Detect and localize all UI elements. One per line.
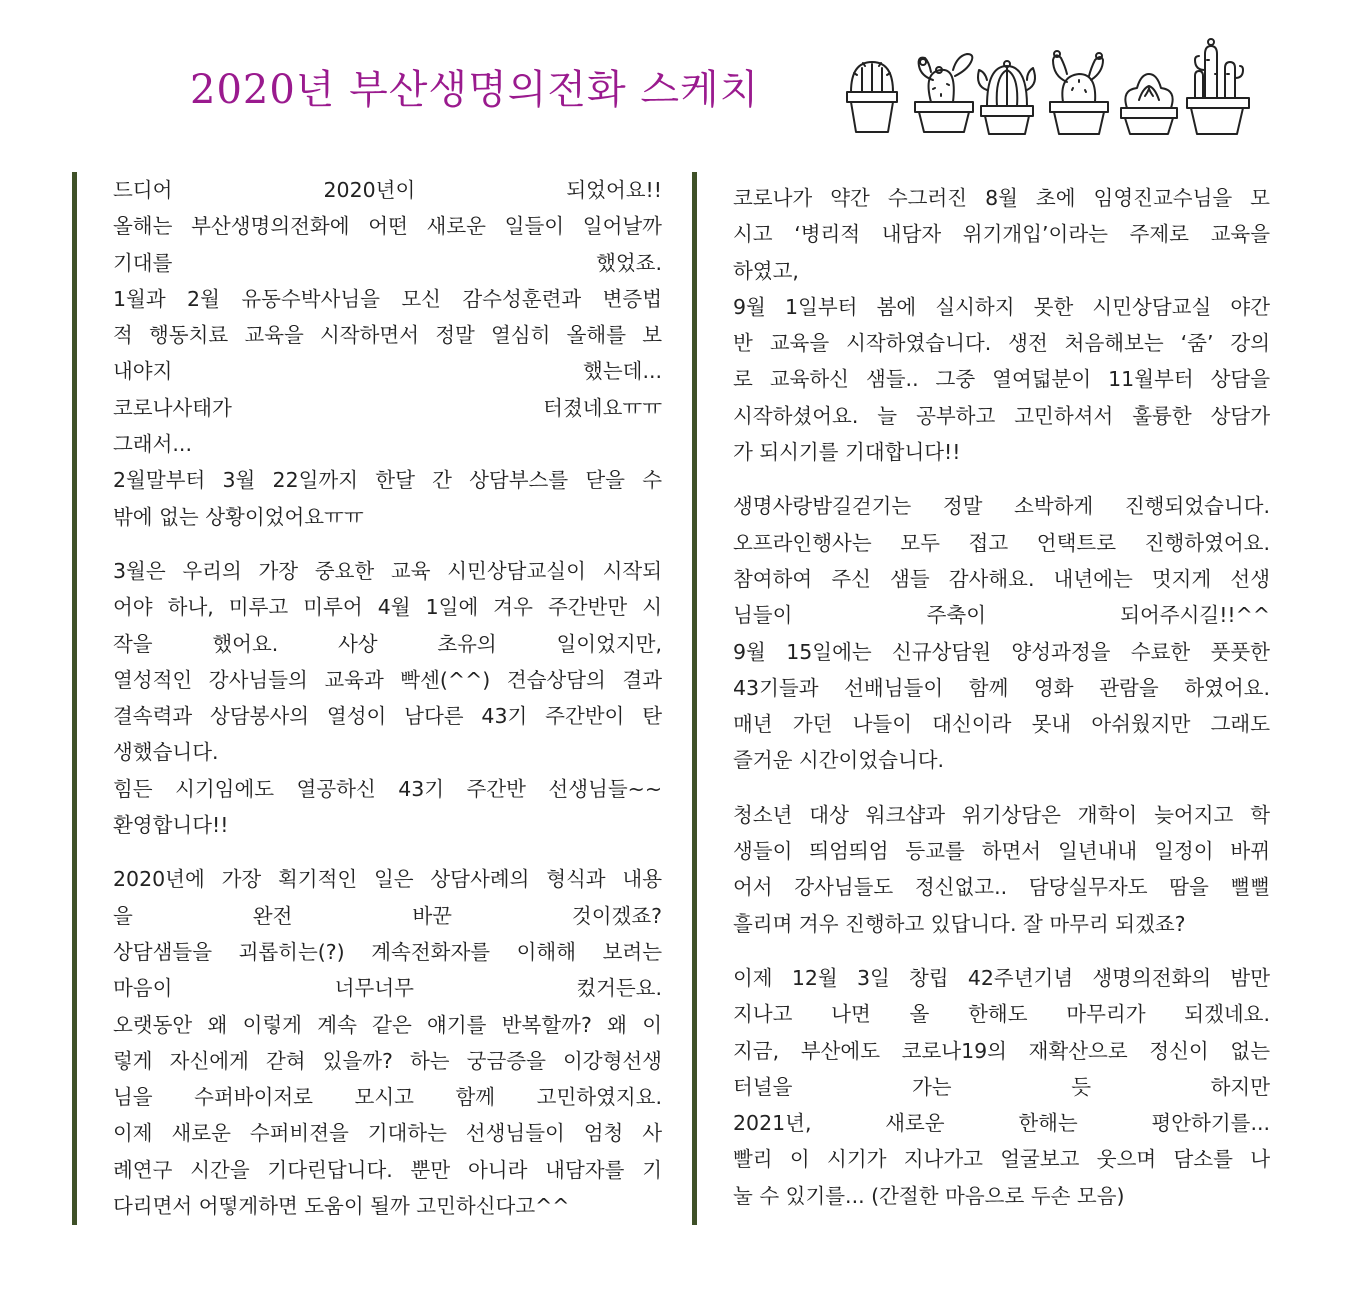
paragraph: [113, 861, 662, 1224]
text-line: 흘리며 겨우 진행하고 있답니다. 잘 마무리 되겠죠?: [733, 911, 1186, 936]
text-line: 2020년에 가장 획기적인 일은 상담사례의 형식과 내용: [113, 867, 662, 892]
text-line: 가 되시기를 기대합니다!!: [733, 440, 961, 465]
text-line: 지금, 부산에도 코로나19의 재확산으로 정신이 없는: [733, 1038, 1270, 1063]
right-column: [692, 172, 1270, 1225]
text-line: 코로나가 약간 수그러진 8월 초에 임영진교수님을 모: [733, 186, 1270, 210]
text-line: 작을 했어요. 사상 초유의 일이었지만,: [113, 631, 662, 656]
text-line: 환영합니다!!: [113, 813, 229, 838]
text-line: 결속력과 상담봉사의 열성이 남다른 43기 주간반이 탄: [113, 704, 662, 729]
text-line: 생했습니다.: [113, 740, 219, 765]
text-line: 생들이 띄엄띄엄 등교를 하면서 일년내내 일정이 바뀌: [733, 839, 1270, 864]
text-line: 시작하셨어요. 늘 공부하고 고민하셔서 훌륭한 상담가: [733, 403, 1270, 428]
text-line: 올해는 부산생명의전화에 어떤 새로운 일들이 일어날까: [113, 214, 662, 239]
text-line: 어야 하나, 미루고 미루어 4월 1일에 겨우 주간반만 시: [113, 595, 662, 620]
text-line: 1월과 2월 유동수박사님을 모신 감수성훈련과 변증법: [113, 286, 662, 311]
text-line: 터널을 가는 듯 하지만: [733, 1074, 1270, 1099]
cactus-pot-4-icon: [1050, 51, 1108, 134]
text-line: 이제 12월 3일 창립 42주년기념 생명의전화의 밤만: [733, 965, 1270, 990]
text-line: 적 행동치료 교육을 시작하면서 정말 열심히 올해를 보: [113, 323, 662, 348]
text-line: 이제 새로운 수퍼비젼을 기대하는 선생님들이 엄청 사: [113, 1121, 662, 1146]
text-line: 드디어 2020년이 되었어요!!: [113, 178, 662, 202]
text-line: 로 교육하신 샘들.. 그중 열여덟분이 11월부터 상담을: [733, 367, 1270, 392]
text-line: 코로나사태가 터졌네요ㅠㅠ: [113, 395, 662, 420]
text-line: 렇게 자신에게 갇혀 있을까? 하는 궁금증을 이강형선생: [113, 1048, 662, 1073]
cactus-pot-5-icon: [1121, 74, 1177, 134]
text-line: 내야지 했는데...: [113, 359, 662, 384]
text-line: 눌 수 있기를... (간절한 마음으로 두손 모음): [733, 1183, 1125, 1208]
text-line: 매년 가던 나들이 대신이라 못내 아쉬웠지만 그래도: [733, 712, 1270, 737]
text-line: 참여하여 주신 샘들 감사해요. 내년에는 멋지게 선생: [733, 566, 1270, 591]
text-line: 시고 ‘병리적 내담자 위기개입’이라는 주제로 교육을: [733, 222, 1270, 247]
text-line: 밖에 없는 상황이었어요ㅠㅠ: [113, 504, 364, 529]
text-line: 지나고 나면 올 한해도 마무리가 되겠네요.: [733, 1002, 1270, 1027]
cactus-pot-3-icon: [978, 61, 1035, 134]
paragraph: [733, 960, 1270, 1214]
text-line: 하였고,: [733, 258, 799, 283]
left-column: [72, 172, 662, 1225]
text-line: 오랫동안 왜 이렇게 계속 같은 얘기를 반복할까? 왜 이: [113, 1012, 662, 1037]
page-title: 2020년 부산생명의전화 스케치: [190, 67, 760, 113]
cactus-pot-1-icon: [847, 62, 897, 132]
text-line: 3월은 우리의 가장 중요한 교육 시민상담교실이 시작되: [113, 558, 662, 583]
text-line: 즐거운 시간이었습니다.: [733, 748, 945, 773]
text-line: 2021년, 새로운 한해는 평안하기를...: [733, 1111, 1270, 1136]
cactus-pots-icon: [835, 30, 1265, 145]
text-line: 어서 강사님들도 정신없고.. 담당실무자도 땀을 뻘뻘: [733, 875, 1270, 900]
text-line: 마음이 너무너무 컸거든요.: [113, 976, 662, 1001]
text-line: 힘든 시기임에도 열공하신 43기 주간반 선생님들~~: [113, 776, 662, 801]
paragraph: [113, 553, 662, 843]
text-line: 9월 1일부터 봄에 실시하지 못한 시민상담교실 야간: [733, 294, 1270, 319]
cactus-pot-6-icon: [1187, 39, 1249, 134]
paragraph: [733, 488, 1270, 778]
text-line: 오프라인행사는 모두 접고 언택트로 진행하였어요.: [733, 530, 1270, 555]
text-line: 님들이 주축이 되어주시길!!^^: [733, 603, 1270, 628]
text-line: 을 완전 바꾼 것이겠죠?: [113, 903, 662, 928]
text-line: 님을 수퍼바이저로 모시고 함께 고민하였지요.: [113, 1085, 662, 1110]
text-line: 상담샘들을 괴롭히는(?) 계속전화자를 이해해 보려는: [113, 939, 662, 964]
text-line: 례연구 시간을 기다린답니다. 뿐만 아니라 내담자를 기: [113, 1157, 662, 1182]
text-line: 9월 15일에는 신규상담원 양성과정을 수료한 풋풋한: [733, 639, 1270, 664]
paragraph: [733, 797, 1270, 942]
text-line: 청소년 대상 워크샵과 위기상담은 개학이 늦어지고 학: [733, 802, 1270, 827]
text-line: 2월말부터 3월 22일까지 한달 간 상담부스를 닫을 수: [113, 468, 662, 493]
text-line: 기대를 했었죠.: [113, 250, 662, 275]
paragraph: [113, 172, 662, 535]
text-line: 열성적인 강사님들의 교육과 빡센(^^) 견습상담의 결과: [113, 667, 662, 692]
paragraph: [733, 180, 1270, 470]
text-line: 다리면서 어떻게하면 도움이 될까 고민하신다고^^: [113, 1194, 570, 1219]
text-line: 그래서...: [113, 432, 192, 457]
text-line: 빨리 이 시기가 지나가고 얼굴보고 웃으며 담소를 나: [733, 1147, 1270, 1172]
text-line: 43기들과 선배님들이 함께 영화 관람을 하였어요.: [733, 675, 1270, 700]
cactus-pot-2-icon: [915, 54, 973, 132]
text-line: 반 교육을 시작하였습니다. 생전 처음해보는 ‘줌’ 강의: [733, 331, 1270, 356]
text-line: 생명사랑밤길걷기는 정말 소박하게 진행되었습니다.: [733, 494, 1270, 519]
